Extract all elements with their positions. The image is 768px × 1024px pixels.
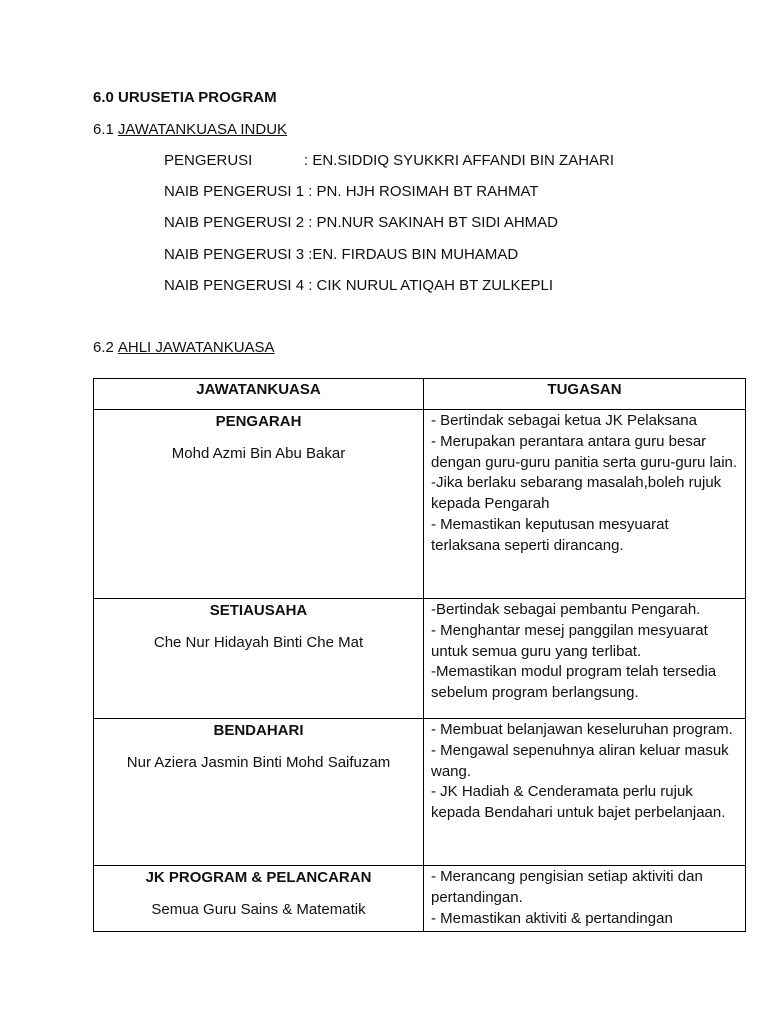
- officer-row-naib-4: [164, 277, 553, 294]
- role-title: PENGARAH: [215, 413, 302, 430]
- officer-name: :EN. FIRDAUS BIN MUHAMAD: [304, 246, 519, 263]
- section-title: 6.0 URUSETIA PROGRAM: [93, 89, 277, 106]
- role-cell: [94, 599, 424, 719]
- officer-row-naib-3: [164, 246, 518, 263]
- role-cell: [94, 410, 424, 599]
- duty-item: - Merupakan perantara antara guru besar dengan guru-guru panitia serta guru-guru lain.: [431, 432, 738, 471]
- role-title: BENDAHARI: [213, 722, 304, 739]
- duty-cell: [424, 599, 746, 719]
- role-title: SETIAUSAHA: [209, 602, 308, 619]
- officer-role: NAIB PENGERUSI 3: [164, 246, 305, 263]
- duty-cell: [424, 866, 746, 932]
- role-person: Mohd Azmi Bin Abu Bakar: [171, 445, 346, 462]
- ahli-number: 6.2: [93, 339, 114, 356]
- duty-item: - Mengawal sepenuhnya aliran keluar masuk wang.: [431, 741, 729, 780]
- table-header-row: [94, 379, 746, 410]
- officer-row-pengerusi: [164, 152, 614, 169]
- duty-item: - Memastikan aktiviti & pertandingan: [431, 909, 673, 927]
- role-person: Nur Aziera Jasmin Binti Mohd Saifuzam: [126, 754, 391, 771]
- officer-row-naib-1: [164, 183, 539, 200]
- duty-item: -Memastikan modul program telah tersedia sebelum program berlangsung.: [431, 663, 717, 702]
- induk-number: 6.1: [93, 121, 114, 138]
- officer-name: : PN.NUR SAKINAH BT SIDI AHMAD: [304, 214, 558, 231]
- column-header-jawatankuasa: JAWATANKUASA: [94, 379, 424, 410]
- duty-item: - Memastikan keputusan mesyuarat terlaksana seperti dirancang.: [431, 515, 669, 554]
- officer-role: PENGERUSI: [164, 152, 253, 169]
- committee-table: [93, 378, 746, 932]
- duty-cell: [424, 410, 746, 599]
- table-row: [94, 866, 746, 932]
- column-header-tugasan: TUGASAN: [424, 379, 746, 410]
- officer-row-naib-2: [164, 214, 558, 231]
- table-row: [94, 719, 746, 866]
- officer-name: : CIK NURUL ATIQAH BT ZULKEPLI: [304, 277, 553, 294]
- table-row: [94, 410, 746, 599]
- induk-heading: [93, 121, 287, 138]
- duty-item: - Membuat belanjawan keseluruhan program.: [431, 721, 733, 738]
- duty-item: -Jika berlaku sebarang masalah,boleh rujuk kepada Pengarah: [431, 474, 722, 513]
- duty-item: - Menghantar mesej panggilan mesyuarat untuk semua guru yang terlibat.: [431, 621, 708, 660]
- role-person: Che Nur Hidayah Binti Che Mat: [153, 634, 364, 651]
- duty-item: - Bertindak sebagai ketua JK Pelaksana: [431, 412, 697, 429]
- officer-role: NAIB PENGERUSI 2: [164, 214, 305, 231]
- role-cell: [94, 719, 424, 866]
- duty-item: -Bertindak sebagai pembantu Pengarah.: [431, 601, 701, 618]
- role-title: JK PROGRAM & PELANCARAN: [145, 869, 372, 886]
- role-cell: [94, 866, 424, 932]
- officer-name: : EN.SIDDIQ SYUKKRI AFFANDI BIN ZAHARI: [304, 152, 615, 169]
- officer-name: : PN. HJH ROSIMAH BT RAHMAT: [304, 183, 539, 200]
- duty-item: - Merancang pengisian setiap aktiviti dan pertandingan.: [431, 868, 703, 906]
- table-row: [94, 599, 746, 719]
- duty-item: - JK Hadiah & Cenderamata perlu rujuk kepada Bendahari untuk bajet perbelanjaan.: [431, 783, 726, 822]
- ahli-heading: [93, 339, 275, 356]
- officer-role: NAIB PENGERUSI 1: [164, 183, 305, 200]
- officer-role: NAIB PENGERUSI 4: [164, 277, 305, 294]
- induk-title: JAWATANKUASA INDUK: [117, 121, 288, 138]
- role-person: Semua Guru Sains & Matematik: [151, 901, 366, 918]
- ahli-title: AHLI JAWATANKUASA: [117, 339, 275, 356]
- duty-cell: [424, 719, 746, 866]
